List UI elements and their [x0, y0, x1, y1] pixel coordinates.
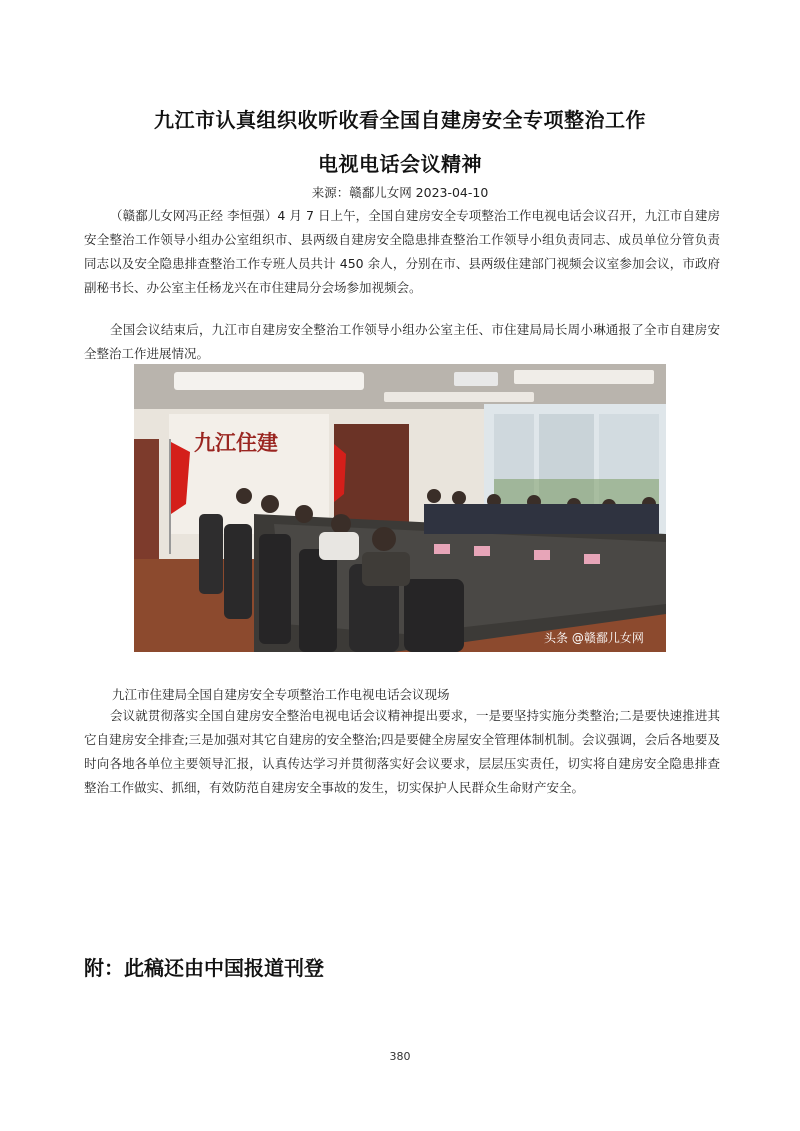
article-meta: 来源：赣鄱儿女网 2023-04-10	[311, 185, 489, 200]
article-title-line2: 电视电话会议精神	[318, 152, 482, 176]
publication-note: 附：此稿还由中国报道刊登	[84, 956, 324, 980]
photo-watermark: 头条 @赣鄱儿女网	[544, 631, 644, 645]
wall-sign: 九江住建	[194, 431, 278, 455]
paragraph-3: 会议就贯彻落实全国自建房安全整治电视电话会议精神提出要求，一是要坚持实施分类整治;二是要快速推进其它自建房安全排查;三是加强对其它自建房的安全整治;四是要健全房屋安全管理体制机制。会议强调，会后各地要及时向各地各单位主要领导汇报，认真传达学习并贯彻落实好会议要求，层层压实责任，切实将自建房安全隐患排查整治工作做实、抓细，有效防范自建房安全事故的发生，切实保护人民群众生命财产安全。	[84, 708, 720, 795]
photo-caption: 九江市住建局全国自建房安全专项整治工作电视电话会议现场	[112, 687, 450, 702]
paragraph-1: （赣鄱儿女网冯正经 李恒强）4 月 7 日上午，全国自建房安全专项整治工作电视电话会议召开，九江市自建房安全整治工作领导小组办公室组织市、县两级自建房安全隐患排查整治工作领导小组负责同志、成员单位分管负责同志以及安全隐患排查整治工作专班人员共计 450 余人，分别在市、县两级住建部门视频会议室参加会议，市政府副秘书长、办公室主任杨龙兴在市住建局分会场参加视频会。	[84, 208, 720, 295]
meeting-photo	[134, 364, 666, 652]
page-number: 380	[389, 1050, 411, 1063]
paragraph-2: 全国会议结束后，九江市自建房安全整治工作领导小组办公室主任、市住建局局长周小琳通报了全市自建房安全整治工作进展情况。	[84, 322, 720, 361]
article-title-line1: 九江市认真组织收听收看全国自建房安全专项整治工作	[154, 108, 646, 132]
